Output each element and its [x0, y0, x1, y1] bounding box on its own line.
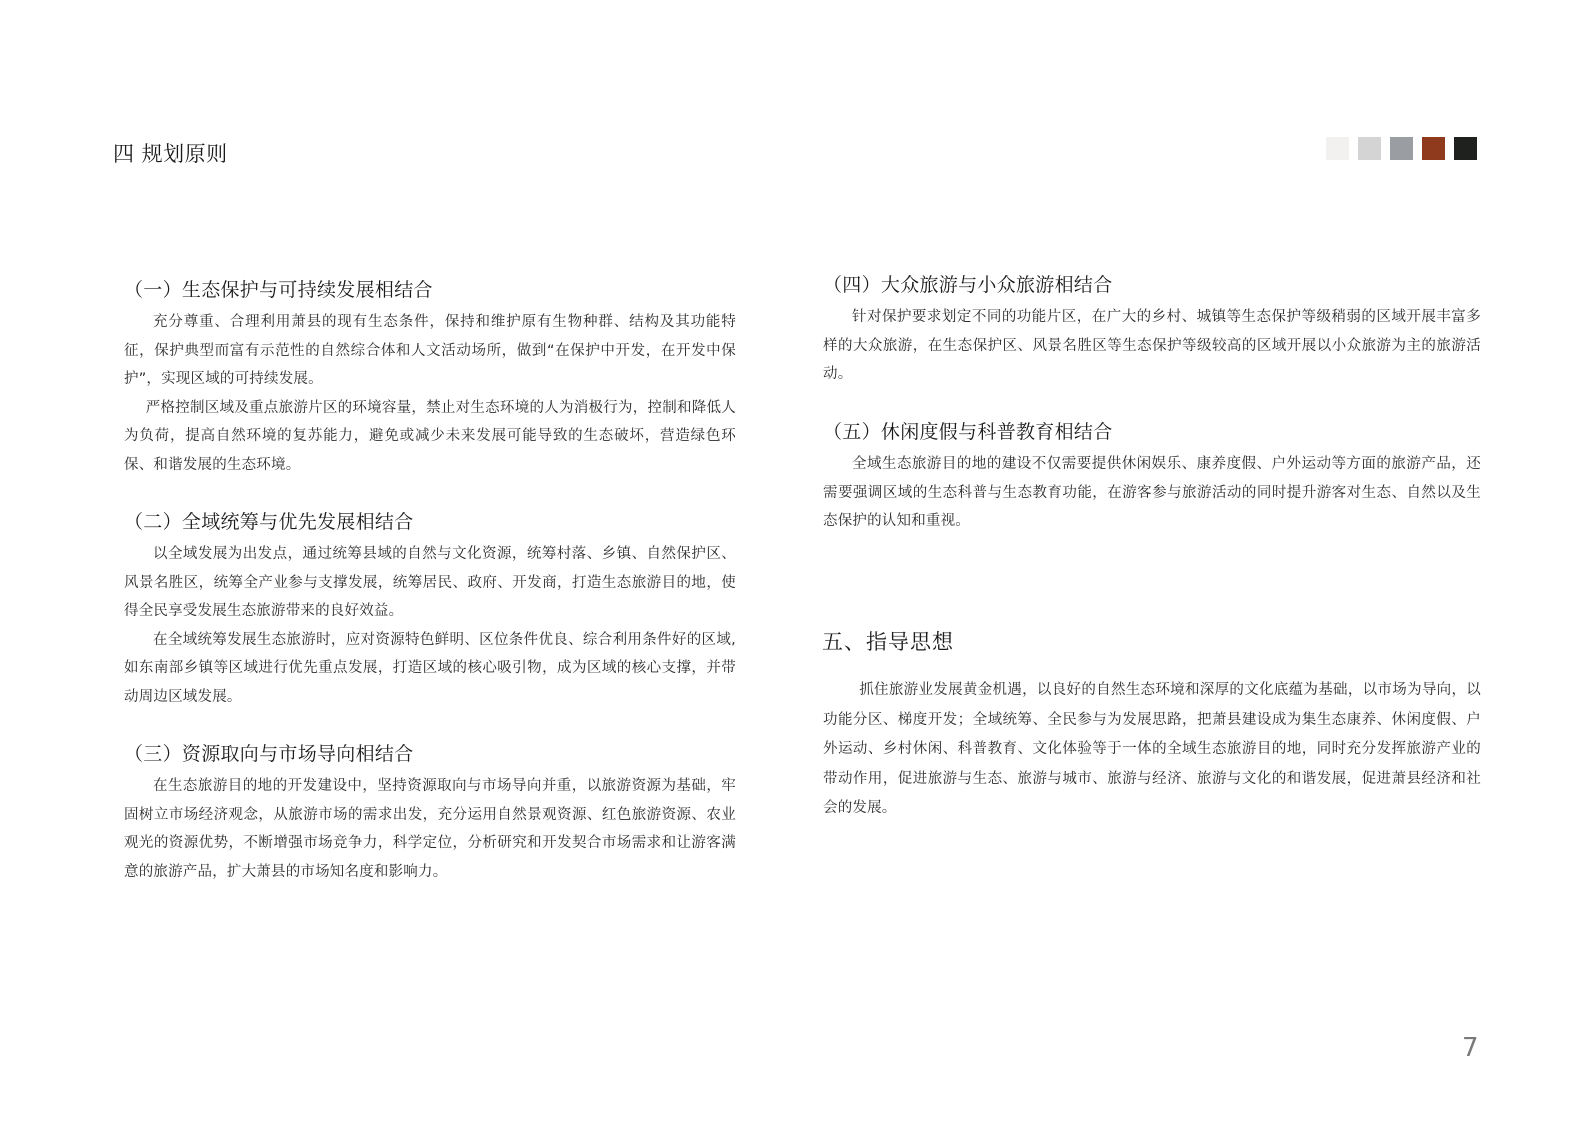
- section-heading: （四）大众旅游与小众旅游相结合: [823, 274, 1113, 296]
- principle-section-2: [124, 508, 736, 712]
- section-heading: （三）资源取向与市场导向相结合: [124, 743, 414, 765]
- color-swatch-charcoal: [1454, 137, 1477, 160]
- section-paragraph: 在全域统筹发展生态旅游时，应对资源特色鲜明、区位条件优良、综合利用条件好的区域,如东南部乡镇等区域进行优先重点发展，打造区域的核心吸引物，成为区域的核心支撑，并带动周边区域发展。: [124, 631, 736, 705]
- section-heading: （二）全域统筹与优先发展相结合: [124, 511, 414, 533]
- color-swatch-rust: [1422, 137, 1445, 160]
- section-paragraph: 以全域发展为出发点，通过统筹县域的自然与文化资源，统筹村落、乡镇、自然保护区、风景名胜区，统筹全产业参与支撑发展，统筹居民、政府、开发商，打造生态旅游目的地，使得全民享受发展生态旅游带来的良好效益。: [124, 546, 736, 620]
- section-paragraph: 充分尊重、合理利用萧县的现有生态条件，保持和维护原有生物种群、结构及其功能特征，保护典型而富有示范性的自然综合体和人文活动场所，做到“在保护中开发，在开发中保护”，实现区域的可持续发展。: [124, 314, 736, 388]
- principle-section-4: [823, 271, 1481, 389]
- section-paragraph: 严格控制区域及重点旅游片区的环境容量，禁止对生态环境的人为消极行为，控制和降低人为负荷，提高自然环境的复苏能力，避免或减少未来发展可能导致的生态破坏，营造绿色环保、和谐发展的生态环境。: [124, 399, 736, 473]
- section-heading: （五）休闲度假与科普教育相结合: [823, 421, 1113, 443]
- color-swatch-slate-gray: [1390, 137, 1413, 160]
- page-title: 四 规划原则: [113, 142, 228, 166]
- color-swatch-light-gray: [1358, 137, 1381, 160]
- principle-section-5: [823, 418, 1481, 536]
- section-paragraph: 针对保护要求划定不同的功能片区，在广大的乡村、城镇等生态保护等级稍弱的区域开展丰富多样的大众旅游，在生态保护区、风景名胜区等生态保护等级较高的区域开展以小众旅游为主的旅游活动。: [823, 309, 1481, 383]
- color-swatch-off-white: [1326, 137, 1349, 160]
- principle-section-3: [124, 740, 736, 886]
- section-heading: （一）生态保护与可持续发展相结合: [124, 279, 433, 301]
- guide-title: 五、指导思想: [822, 630, 954, 654]
- color-swatch-strip: [1326, 137, 1477, 160]
- page-number: 7: [1462, 1033, 1479, 1063]
- guide-paragraph: 抓住旅游业发展黄金机遇，以良好的自然生态环境和深厚的文化底蕴为基础，以市场为导向，以功能分区、梯度开发；全域统筹、全民参与为发展思路，把萧县建设成为集生态康养、休闲度假、户外运动、乡村休闲、科普教育、文化体验等于一体的全域生态旅游目的地，同时充分发挥旅游产业的带动作用，促进旅游与生态、旅游与城市、旅游与经济、旅游与文化的和谐发展，促进萧县经济和社会的发展。: [823, 682, 1481, 816]
- section-paragraph: 全域生态旅游目的地的建设不仅需要提供休闲娱乐、康养度假、户外运动等方面的旅游产品，还需要强调区域的生态科普与生态教育功能，在游客参与旅游活动的同时提升游客对生态、自然以及生态保护的认知和重视。: [823, 456, 1481, 530]
- section-paragraph: 在生态旅游目的地的开发建设中，坚持资源取向与市场导向并重，以旅游资源为基础，牢固树立市场经济观念，从旅游市场的需求出发，充分运用自然景观资源、红色旅游资源、农业观光的资源优势，不断增强市场竞争力，科学定位，分析研究和开发契合市场需求和让游客满意的旅游产品，扩大萧县的市场知名度和影响力。: [124, 778, 736, 880]
- principle-section-1: [124, 276, 736, 480]
